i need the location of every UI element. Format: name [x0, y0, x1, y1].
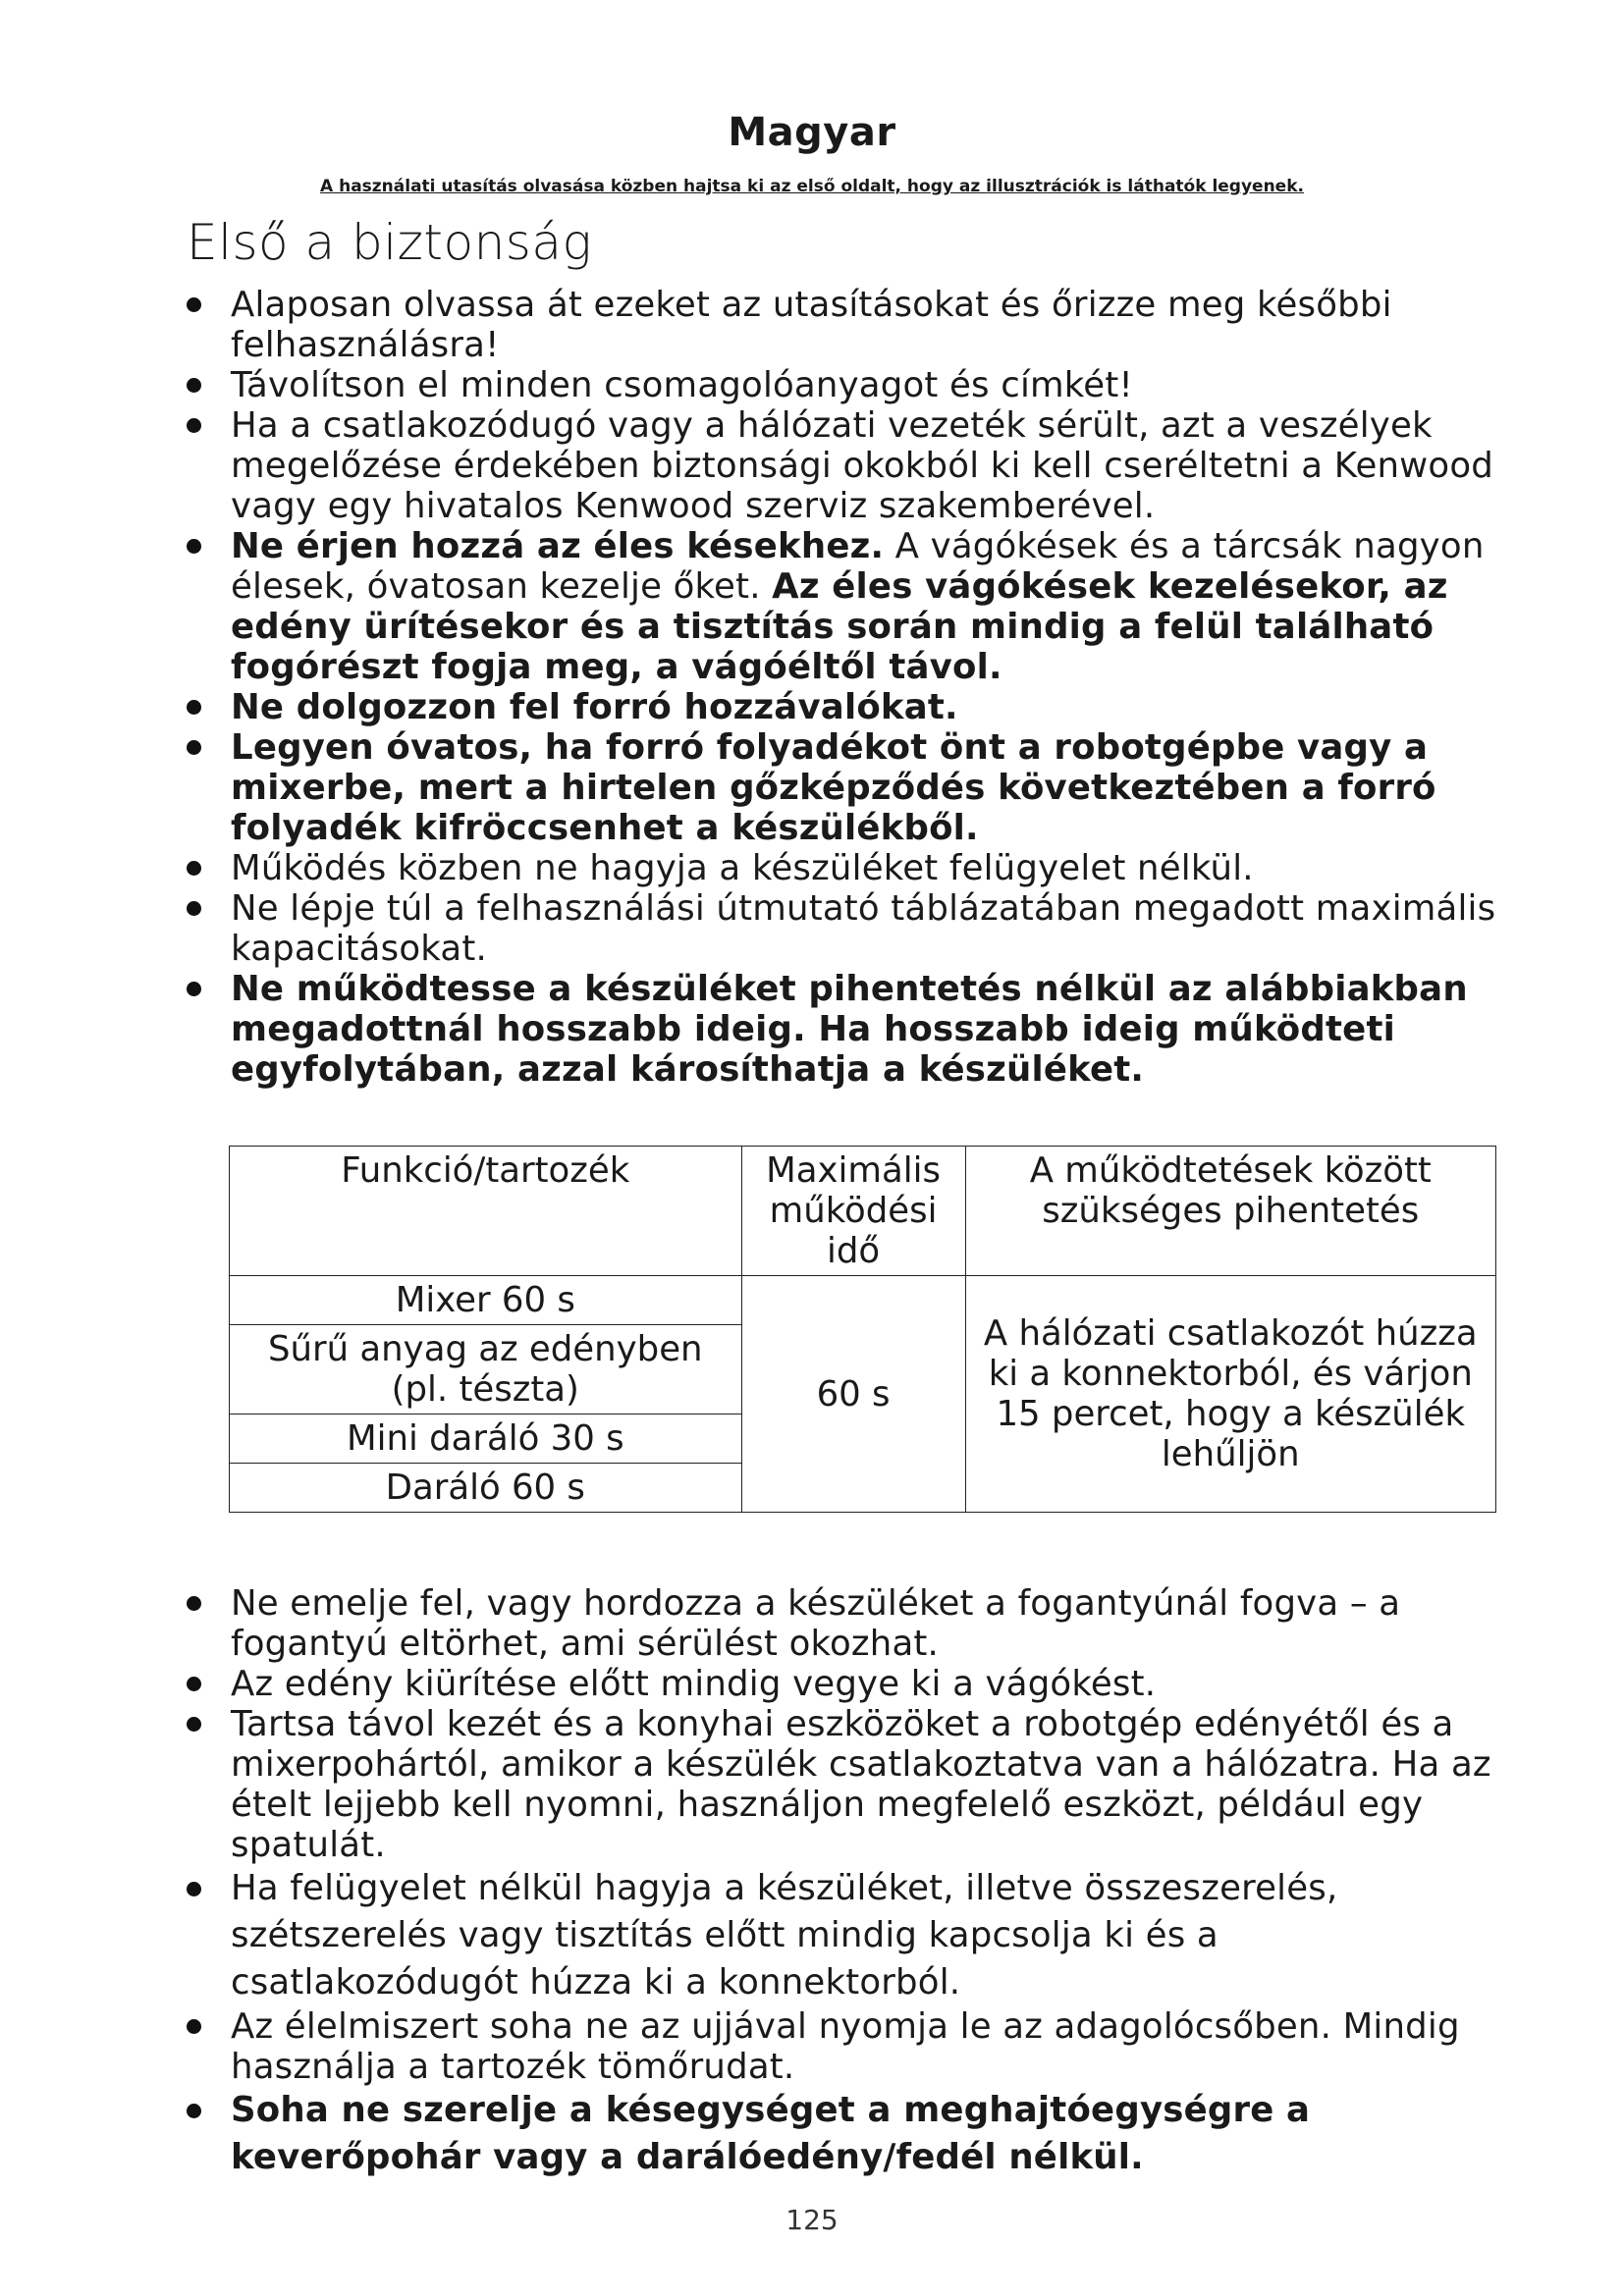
- bullet-icon: [187, 982, 201, 996]
- list-item-text: Az élelmiszert soha ne az ujjával nyomja le az adagolócsőben. Mindig használja a tartozék tömőrudat.: [231, 2006, 1460, 2087]
- safety-list-top: [187, 285, 1502, 1090]
- section-title: Első a biztonság: [187, 214, 593, 271]
- table-cell-max-time: 60 s: [741, 1276, 965, 1513]
- list-item: [187, 1664, 1502, 1704]
- table-cell-rest: A hálózati csatlakozót húzza ki a konnektorból, és várjon 15 percet, hogy a készülék lehűljön: [965, 1276, 1495, 1513]
- table-cell-function: Sűrű anyag az edényben (pl. tészta): [230, 1325, 742, 1415]
- bullet-icon: [187, 1717, 201, 1732]
- header-rest: A működtetések között szükséges pihentetés: [965, 1147, 1495, 1276]
- list-item-text: Ne emelje fel, vagy hordozza a készüléket a fogantyúnál fogva – a fogantyú eltörhet, ami sérülést okozhat.: [231, 1583, 1401, 1664]
- foldout-notice: A használati utasítás olvasása közben hajtsa ki az első oldalt, hogy az illusztrációk is láthatók legyenek.: [320, 177, 1304, 196]
- page-number: 125: [785, 2204, 839, 2236]
- bullet-icon: [187, 297, 201, 312]
- list-item: [187, 2087, 1502, 2181]
- bullet-icon: [187, 378, 201, 393]
- bullet-icon: [187, 1677, 201, 1691]
- header-max-time: Maximális működési idő: [741, 1147, 965, 1276]
- bullet-icon: [187, 2104, 201, 2118]
- list-item-text: Ne lépje túl a felhasználási útmutató táblázatában megadott maximális kapacitásokat.: [231, 888, 1496, 969]
- list-item-bold-text: Soha ne szerelje a késegységet a meghajtóegységre a keverőpohár vagy a darálóedény/fedél nélkül.: [231, 2090, 1311, 2177]
- bullet-icon: [187, 418, 201, 433]
- list-item-text: Alaposan olvassa át ezeket az utasításokat és őrizze meg későbbi felhasználásra!: [231, 285, 1392, 365]
- list-item: [187, 888, 1502, 969]
- bullet-icon: [187, 1882, 201, 1896]
- bullet-icon: [187, 539, 201, 554]
- list-item: [187, 1583, 1502, 1664]
- page-language-heading: Magyar: [728, 110, 896, 155]
- list-item-text: Ha felügyelet nélkül hagyja a készüléket, illetve összeszerelés, szétszerelés vagy tisztítás előtt mindig kapcsolja ki és a csatlakozódugót húzza ki a konnektorból.: [231, 1868, 1338, 2002]
- table-cell-function: Mini daráló 30 s: [230, 1415, 742, 1464]
- list-item-bold-text: Ne dolgozzon fel forró hozzávalókat.: [231, 687, 958, 727]
- list-item: [187, 285, 1502, 365]
- header-function: Funkció/tartozék: [230, 1147, 742, 1276]
- list-item: [187, 365, 1502, 405]
- table-header-row: [230, 1147, 1496, 1276]
- list-item: [187, 687, 1502, 727]
- bullet-icon: [187, 1596, 201, 1611]
- operating-time-table: [229, 1146, 1496, 1513]
- list-item-text: Működés közben ne hagyja a készüléket felügyelet nélkül.: [231, 848, 1254, 888]
- list-item-text: Tartsa távol kezét és a konyhai eszközöket a robotgép edényétől és a mixerpohártól, amikor a készülék csatlakoztatva van a hálózatra. Ha az ételt lejjebb kell nyomni, használjon megfelelő eszközt, például egy spatulát.: [231, 1704, 1491, 1865]
- bullet-icon: [187, 2019, 201, 2034]
- bullet-icon: [187, 700, 201, 715]
- list-item: [187, 1865, 1502, 2006]
- list-item: [187, 969, 1502, 1090]
- list-item-bold-text: Ne működtesse a készüléket pihentetés nélkül az alábbiakban megadottnál hosszabb ideig. Ha hosszabb ideig működteti egyfolytában, azzal károsíthatja a készüléket.: [231, 969, 1468, 1090]
- bullet-icon: [187, 740, 201, 755]
- table-row: [230, 1276, 1496, 1325]
- list-item: [187, 848, 1502, 888]
- table-cell-function: Mixer 60 s: [230, 1276, 742, 1325]
- list-item: [187, 2006, 1502, 2087]
- list-item: [187, 1704, 1502, 1865]
- table-cell-function: Daráló 60 s: [230, 1464, 742, 1513]
- list-item-text: Távolítson el minden csomagolóanyagot és címkét!: [231, 365, 1133, 405]
- list-item-text: Ha a csatlakozódugó vagy a hálózati vezeték sérült, azt a veszélyek megelőzése érdekében biztonsági okokból ki kell cseréltetni a Kenwood vagy egy hivatalos Kenwood szerviz szakemberével.: [231, 405, 1493, 526]
- list-item-text: A vágókések és a tárcsák nagyon élesek, óvatosan kezelje őket.: [231, 526, 1485, 607]
- list-item-bold-text: Legyen óvatos, ha forró folyadékot önt a robotgépbe vagy a mixerbe, mert a hirtelen gőzképződés következtében a forró folyadék kifröccsenhet a készülékből.: [231, 727, 1436, 848]
- list-item-bold-text: Ne érjen hozzá az éles késekhez.: [231, 526, 885, 566]
- bullet-icon: [187, 901, 201, 916]
- list-item: [187, 727, 1502, 848]
- list-item-text: Az edény kiürítése előtt mindig vegye ki a vágókést.: [231, 1664, 1157, 1704]
- list-item: [187, 405, 1502, 526]
- list-item: [187, 526, 1502, 687]
- bullet-icon: [187, 861, 201, 876]
- safety-list-bottom: [187, 1583, 1502, 2181]
- list-item-bold-text: Az éles vágókések kezelésekor, az edény ürítésekor és a tisztítás során mindig a felül található fogórészt fogja meg, a vágóéltől távol.: [231, 566, 1448, 687]
